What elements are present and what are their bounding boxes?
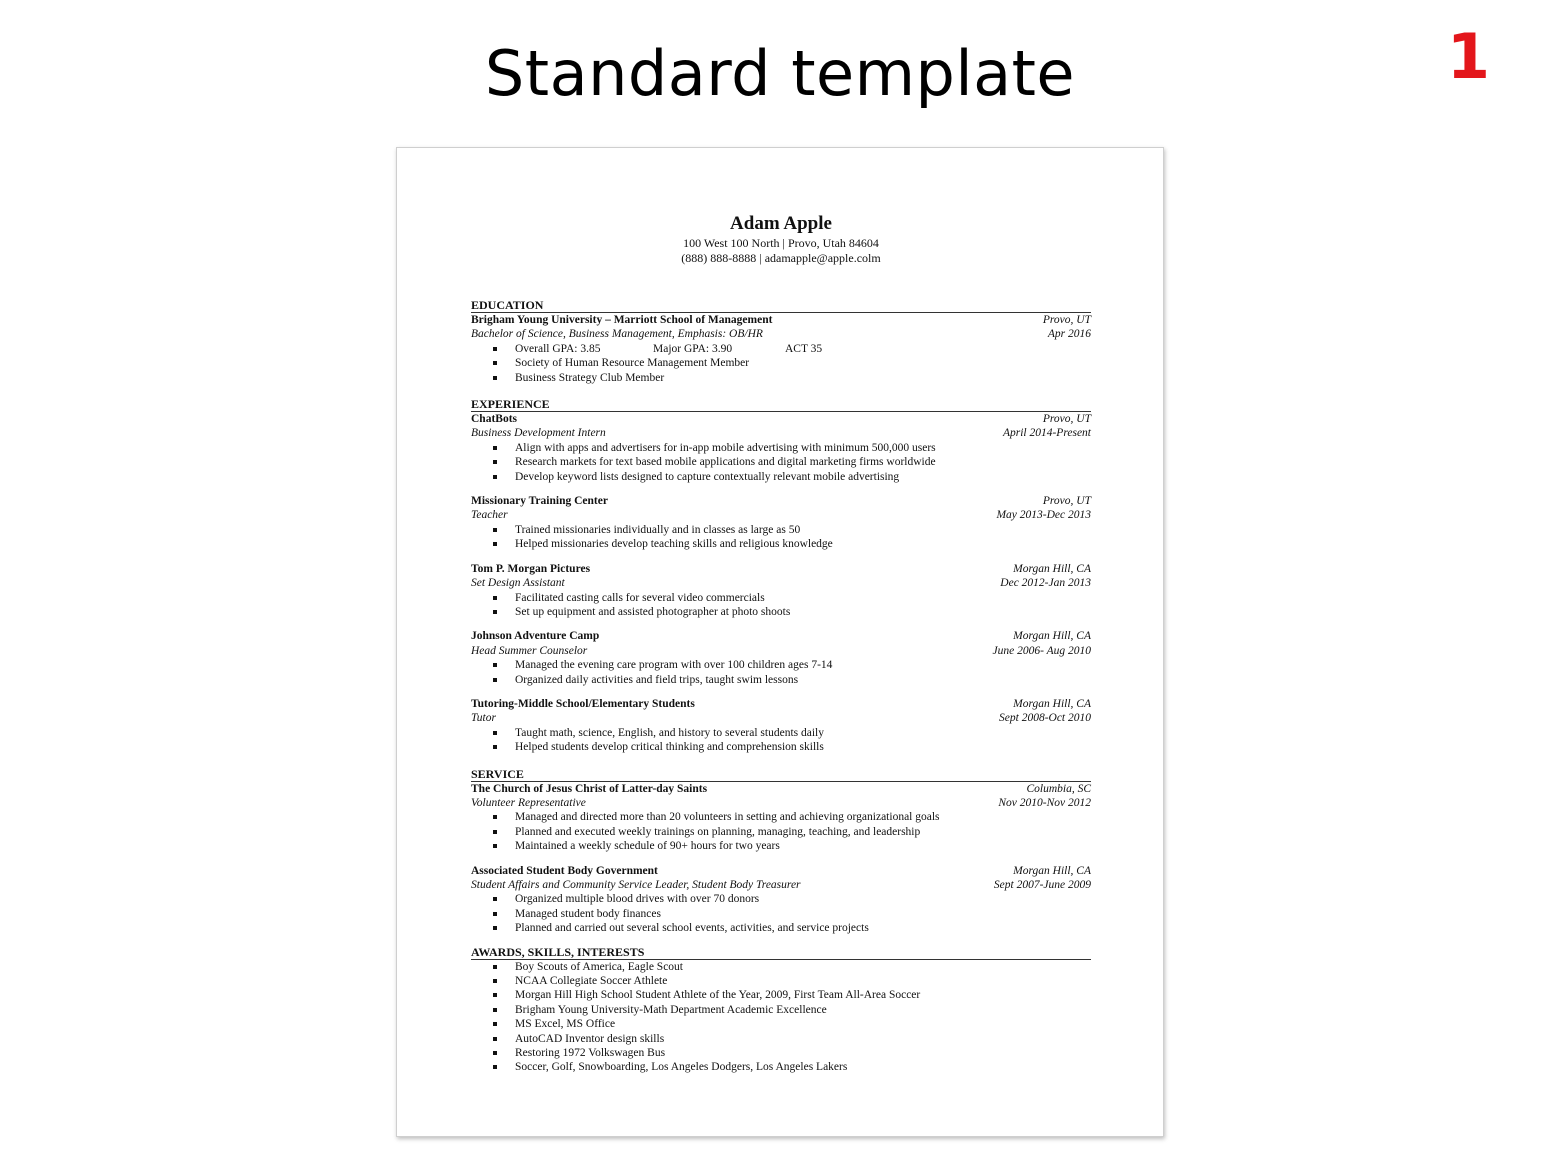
entry-organization: The Church of Jesus Christ of Latter-day Saints (471, 782, 708, 795)
list-item: Society of Human Resource Management Member (515, 356, 1091, 370)
entry-location: Provo, UT (1042, 413, 1091, 426)
entry-location: Morgan Hill, CA (1013, 864, 1091, 877)
school-name: Brigham Young University – Marriott School of Management (471, 314, 773, 326)
resume-entry (471, 562, 1091, 620)
resume-content (471, 212, 1091, 1075)
list-item: Soccer, Golf, Snowboarding, Los Angeles Dodgers, Los Angeles Lakers (515, 1060, 1091, 1074)
resume-contact: (888) 888-8888 | adamapple@apple.colm (681, 250, 881, 265)
entry-organization: Johnson Adventure Camp (471, 630, 600, 643)
resume-header (471, 212, 1091, 265)
list-item: Develop keyword lists designed to capture contextually relevant mobile advertising (515, 470, 1091, 484)
entry-role: Student Affairs and Community Service Leader, Student Body Treasurer (471, 879, 801, 891)
resume-page (396, 147, 1164, 1137)
list-item: Set up equipment and assisted photographer at photo shoots (515, 605, 1091, 619)
section-title: EXPERIENCE (471, 398, 1091, 412)
entry-bullets (471, 892, 1091, 935)
entry-location: Morgan Hill, CA (1013, 562, 1091, 575)
degree: Bachelor of Science, Business Management, Emphasis: OB/HR (471, 328, 763, 341)
entry-role: Teacher (471, 509, 508, 522)
entry-role: Set Design Assistant (471, 577, 565, 590)
list-item: Helped students develop critical thinking and comprehension skills (515, 740, 1091, 754)
list-item: Facilitated casting calls for several video commercials (515, 591, 1091, 605)
entry-organization: ChatBots (471, 413, 518, 426)
slide-number: 1 (1446, 20, 1490, 93)
list-item: Business Strategy Club Member (515, 371, 1091, 385)
overall-gpa: Overall GPA: 3.85 (515, 342, 601, 355)
resume-entry (471, 782, 1091, 854)
list-item: Align with apps and advertisers for in-app mobile advertising with minimum 500,000 users (515, 441, 1091, 455)
entry-date: April 2014-Present (1002, 427, 1091, 440)
list-item: Organized multiple blood drives with over 70 donors (515, 892, 1091, 906)
entry-role: Tutor (471, 712, 496, 725)
entry-organization: Associated Student Body Government (471, 864, 658, 877)
graduation-date: Apr 2016 (1047, 328, 1091, 341)
resume-entry (471, 629, 1091, 687)
entry-date: Dec 2012-Jan 2013 (1000, 577, 1091, 590)
list-item: AutoCAD Inventor design skills (515, 1032, 1091, 1046)
entry-location: Columbia, SC (1026, 782, 1091, 795)
section-title: SERVICE (471, 768, 1091, 782)
entry-role: Volunteer Representative (471, 796, 586, 809)
list-item: Managed and directed more than 20 volunteers in setting and achieving organizational goals (515, 810, 1091, 824)
major-gpa: Major GPA: 3.90 (653, 342, 733, 355)
resume-address: 100 West 100 North | Provo, Utah 84604 (683, 236, 879, 250)
education-bullets (471, 342, 1091, 385)
list-item: Helped missionaries develop teaching skills and religious knowledge (515, 537, 1091, 551)
list-item (515, 342, 1091, 356)
list-item: Boy Scouts of America, Eagle Scout (515, 960, 1091, 974)
resume-name: Adam Apple (730, 213, 832, 234)
entry-date: Sept 2007-June 2009 (993, 879, 1091, 891)
list-item: Maintained a weekly schedule of 90+ hours for two years (515, 839, 1091, 853)
entry-date: Nov 2010-Nov 2012 (998, 796, 1091, 809)
resume-entry (471, 864, 1091, 936)
entry-bullets (471, 591, 1091, 620)
list-item: MS Excel, MS Office (515, 1017, 1091, 1031)
entry-role: Business Development Intern (471, 427, 606, 440)
experience-section (471, 398, 1091, 755)
awards-bullets (471, 960, 1091, 1075)
entry-date: June 2006- Aug 2010 (992, 644, 1091, 657)
list-item: NCAA Collegiate Soccer Athlete (515, 974, 1091, 988)
list-item: Taught math, science, English, and history to several students daily (515, 726, 1091, 740)
list-item: Planned and executed weekly trainings on planning, managing, teaching, and leadership (515, 825, 1091, 839)
list-item: Trained missionaries individually and in classes as large as 50 (515, 523, 1091, 537)
list-item: Organized daily activities and field trips, taught swim lessons (515, 673, 1091, 687)
slide-title: Standard template (484, 37, 1076, 110)
awards-section (471, 946, 1091, 1075)
entry-date: Sept 2008-Oct 2010 (999, 712, 1091, 725)
service-section (471, 768, 1091, 936)
list-item: Managed the evening care program with over 100 children ages 7-14 (515, 658, 1091, 672)
entry-location: Morgan Hill, CA (1013, 630, 1091, 643)
education-section (471, 299, 1091, 385)
list-item: Managed student body finances (515, 907, 1091, 921)
entry-bullets (471, 441, 1091, 484)
entry-organization: Missionary Training Center (471, 495, 608, 508)
entry-date: May 2013-Dec 2013 (996, 509, 1091, 522)
entry-bullets (471, 523, 1091, 552)
resume-entry (471, 697, 1091, 755)
list-item: Research markets for text based mobile applications and digital marketing firms worldwide (515, 455, 1091, 469)
entry-organization: Tom P. Morgan Pictures (471, 562, 591, 575)
entry-organization: Tutoring-Middle School/Elementary Students (471, 697, 695, 710)
entry-bullets (471, 810, 1091, 853)
list-item: Planned and carried out several school events, activities, and service projects (515, 921, 1091, 935)
entry-location: Morgan Hill, CA (1013, 697, 1091, 710)
resume-entry (471, 494, 1091, 552)
act-score: ACT 35 (785, 342, 823, 355)
list-item: Brigham Young University-Math Department Academic Excellence (515, 1003, 1091, 1017)
section-title: AWARDS, SKILLS, INTERESTS (471, 946, 1091, 960)
school-location: Provo, UT (1042, 314, 1091, 326)
entry-role: Head Summer Counselor (471, 644, 588, 657)
entry-location: Provo, UT (1042, 495, 1091, 508)
entry-bullets (471, 726, 1091, 755)
resume-entry (471, 412, 1091, 484)
entry-bullets (471, 658, 1091, 687)
list-item: Morgan Hill High School Student Athlete of the Year, 2009, First Team All-Area Soccer (515, 988, 1091, 1002)
section-title: EDUCATION (471, 299, 1091, 313)
list-item: Restoring 1972 Volkswagen Bus (515, 1046, 1091, 1060)
